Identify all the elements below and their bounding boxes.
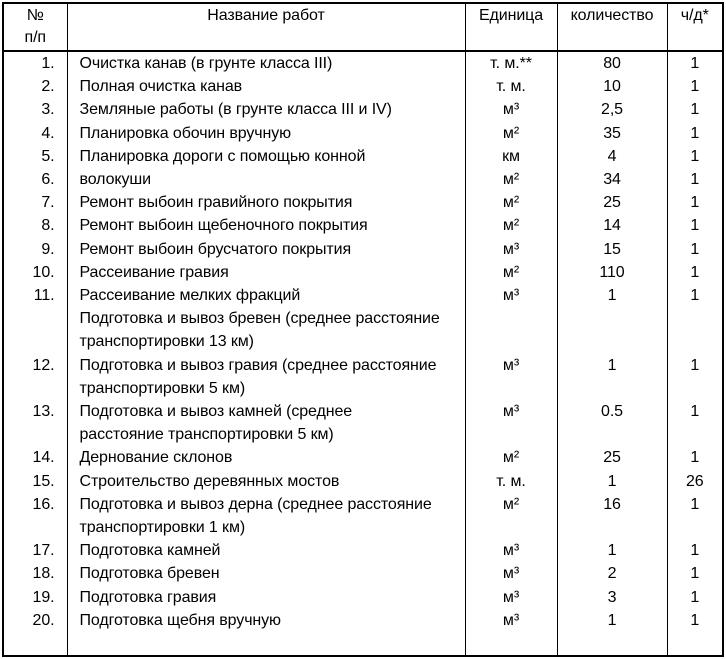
row-number-cell: 20.: [3, 609, 67, 632]
table-row: [3, 470, 723, 493]
quantity-cell: 1: [557, 284, 667, 307]
quantity-cell: 10: [557, 75, 667, 98]
row-number-cell: 9.: [3, 238, 67, 261]
quantity-cell: [557, 330, 667, 353]
unit-cell: м³: [465, 284, 557, 307]
row-number-cell: 1.: [3, 51, 67, 75]
work-name-cell: Очистка канав (в грунте класса III): [67, 51, 465, 75]
row-number-cell: [3, 307, 67, 330]
table-row: [3, 330, 723, 353]
quantity-cell: 80: [557, 51, 667, 75]
unit-cell: [465, 377, 557, 400]
row-number-cell: 6.: [3, 168, 67, 191]
header-row-number-line1: №: [26, 7, 44, 24]
row-number-cell: 11.: [3, 284, 67, 307]
table-row: [3, 307, 723, 330]
unit-cell: м³: [465, 539, 557, 562]
row-number-cell: [3, 516, 67, 539]
work-name-cell: Подготовка и вывоз бревен (среднее расстояние: [67, 307, 465, 330]
man-days-cell: 1: [667, 446, 723, 469]
work-name-cell: Строительство деревянных мостов: [67, 470, 465, 493]
work-name-cell: Рассеивание мелких фракций: [67, 284, 465, 307]
man-days-cell: 1: [667, 354, 723, 377]
man-days-cell: 1: [667, 284, 723, 307]
work-name-cell: Подготовка щебня вручную: [67, 609, 465, 632]
header-row-number: [3, 3, 67, 51]
table-row: [3, 168, 723, 191]
work-name-cell: [67, 632, 465, 656]
work-name-cell: транспортировки 1 км): [67, 516, 465, 539]
work-name-cell: волокуши: [67, 168, 465, 191]
unit-cell: м²: [465, 214, 557, 237]
work-name-cell: Земляные работы (в грунте класса III и IV): [67, 98, 465, 121]
unit-cell: м³: [465, 562, 557, 585]
work-name-cell: Ремонт выбоин щебеночного покрытия: [67, 214, 465, 237]
row-number-cell: [3, 330, 67, 353]
table-row: [3, 377, 723, 400]
quantity-cell: 1: [557, 470, 667, 493]
table-row: [3, 632, 723, 656]
table-row: [3, 214, 723, 237]
table-row: [3, 98, 723, 121]
unit-cell: [465, 423, 557, 446]
table-row: [3, 145, 723, 168]
header-man-days: ч/д*: [667, 3, 723, 51]
man-days-cell: 1: [667, 261, 723, 284]
man-days-cell: 1: [667, 122, 723, 145]
work-name-cell: Ремонт выбоин гравийного покрытия: [67, 191, 465, 214]
work-name-cell: Подготовка камней: [67, 539, 465, 562]
table-row: [3, 446, 723, 469]
table-row: [3, 586, 723, 609]
work-name-cell: транспортировки 5 км): [67, 377, 465, 400]
man-days-cell: 1: [667, 75, 723, 98]
row-number-cell: 10.: [3, 261, 67, 284]
work-name-cell: Подготовка и вывоз дерна (среднее расстояние: [67, 493, 465, 516]
unit-cell: м²: [465, 168, 557, 191]
quantity-cell: [557, 423, 667, 446]
unit-cell: м³: [465, 354, 557, 377]
unit-cell: т. м.: [465, 75, 557, 98]
work-name-cell: Подготовка бревен: [67, 562, 465, 585]
header-unit: Единица: [465, 3, 557, 51]
man-days-cell: 1: [667, 168, 723, 191]
row-number-cell: 3.: [3, 98, 67, 121]
man-days-cell: 1: [667, 214, 723, 237]
work-name-cell: Ремонт выбоин брусчатого покрытия: [67, 238, 465, 261]
unit-cell: т. м.: [465, 470, 557, 493]
unit-cell: м²: [465, 261, 557, 284]
row-number-cell: 17.: [3, 539, 67, 562]
work-name-cell: Дернование склонов: [67, 446, 465, 469]
quantity-cell: 1: [557, 609, 667, 632]
work-name-cell: Полная очистка канав: [67, 75, 465, 98]
work-name-cell: Рассеивание гравия: [67, 261, 465, 284]
quantity-cell: 2,5: [557, 98, 667, 121]
quantity-cell: 0.5: [557, 400, 667, 423]
row-number-cell: 7.: [3, 191, 67, 214]
man-days-cell: [667, 632, 723, 656]
unit-cell: [465, 330, 557, 353]
work-norms-table: [2, 2, 724, 657]
quantity-cell: 16: [557, 493, 667, 516]
row-number-cell: 19.: [3, 586, 67, 609]
unit-cell: м²: [465, 191, 557, 214]
unit-cell: м²: [465, 493, 557, 516]
row-number-cell: 16.: [3, 493, 67, 516]
table-row: [3, 191, 723, 214]
quantity-cell: 34: [557, 168, 667, 191]
header-work-name: Название работ: [67, 3, 465, 51]
work-name-cell: Планировка дороги с помощью конной: [67, 145, 465, 168]
row-number-cell: 18.: [3, 562, 67, 585]
unit-cell: [465, 632, 557, 656]
man-days-cell: 1: [667, 609, 723, 632]
header-row: [3, 3, 723, 51]
row-number-cell: [3, 423, 67, 446]
man-days-cell: 1: [667, 145, 723, 168]
table-body: [3, 51, 723, 656]
quantity-cell: [557, 632, 667, 656]
unit-cell: м²: [465, 446, 557, 469]
work-name-cell: транспортировки 13 км): [67, 330, 465, 353]
table-row: [3, 400, 723, 423]
man-days-cell: 1: [667, 586, 723, 609]
table-row: [3, 423, 723, 446]
man-days-cell: 1: [667, 51, 723, 75]
man-days-cell: 1: [667, 238, 723, 261]
table-row: [3, 609, 723, 632]
table-row: [3, 284, 723, 307]
table-row: [3, 539, 723, 562]
quantity-cell: 15: [557, 238, 667, 261]
unit-cell: м³: [465, 400, 557, 423]
work-name-cell: Подготовка и вывоз гравия (среднее расстояние: [67, 354, 465, 377]
quantity-cell: 25: [557, 191, 667, 214]
unit-cell: км: [465, 145, 557, 168]
unit-cell: м³: [465, 238, 557, 261]
table-row: [3, 354, 723, 377]
unit-cell: м³: [465, 586, 557, 609]
unit-cell: м²: [465, 122, 557, 145]
man-days-cell: 1: [667, 400, 723, 423]
quantity-cell: 1: [557, 354, 667, 377]
table-row: [3, 51, 723, 75]
man-days-cell: 1: [667, 98, 723, 121]
table-row: [3, 493, 723, 516]
row-number-cell: 14.: [3, 446, 67, 469]
row-number-cell: 13.: [3, 400, 67, 423]
work-name-cell: расстояние транспортировки 5 км): [67, 423, 465, 446]
work-name-cell: Планировка обочин вручную: [67, 122, 465, 145]
header-row-number-line2: п/п: [24, 29, 46, 46]
man-days-cell: [667, 377, 723, 400]
quantity-cell: [557, 307, 667, 330]
table-row: [3, 238, 723, 261]
work-name-cell: Подготовка гравия: [67, 586, 465, 609]
man-days-cell: [667, 330, 723, 353]
header-quantity: количество: [557, 3, 667, 51]
quantity-cell: 3: [557, 586, 667, 609]
quantity-cell: 14: [557, 214, 667, 237]
row-number-cell: 8.: [3, 214, 67, 237]
man-days-cell: 1: [667, 493, 723, 516]
row-number-cell: 5.: [3, 145, 67, 168]
row-number-cell: 4.: [3, 122, 67, 145]
row-number-cell: 2.: [3, 75, 67, 98]
man-days-cell: 1: [667, 191, 723, 214]
unit-cell: т. м.**: [465, 51, 557, 75]
table-row: [3, 75, 723, 98]
quantity-cell: 110: [557, 261, 667, 284]
man-days-cell: 26: [667, 470, 723, 493]
unit-cell: [465, 516, 557, 539]
man-days-cell: [667, 516, 723, 539]
man-days-cell: [667, 423, 723, 446]
quantity-cell: 1: [557, 539, 667, 562]
row-number-cell: [3, 632, 67, 656]
table-row: [3, 122, 723, 145]
man-days-cell: [667, 307, 723, 330]
unit-cell: м³: [465, 98, 557, 121]
quantity-cell: 25: [557, 446, 667, 469]
table-header: [3, 3, 723, 51]
quantity-cell: 2: [557, 562, 667, 585]
quantity-cell: [557, 377, 667, 400]
unit-cell: [465, 307, 557, 330]
row-number-cell: 12.: [3, 354, 67, 377]
quantity-cell: [557, 516, 667, 539]
work-name-cell: Подготовка и вывоз камней (среднее: [67, 400, 465, 423]
row-number-cell: [3, 377, 67, 400]
quantity-cell: 35: [557, 122, 667, 145]
table-row: [3, 516, 723, 539]
table-row: [3, 562, 723, 585]
table-row: [3, 261, 723, 284]
man-days-cell: 1: [667, 562, 723, 585]
unit-cell: м³: [465, 609, 557, 632]
row-number-cell: 15.: [3, 470, 67, 493]
man-days-cell: 1: [667, 539, 723, 562]
quantity-cell: 4: [557, 145, 667, 168]
